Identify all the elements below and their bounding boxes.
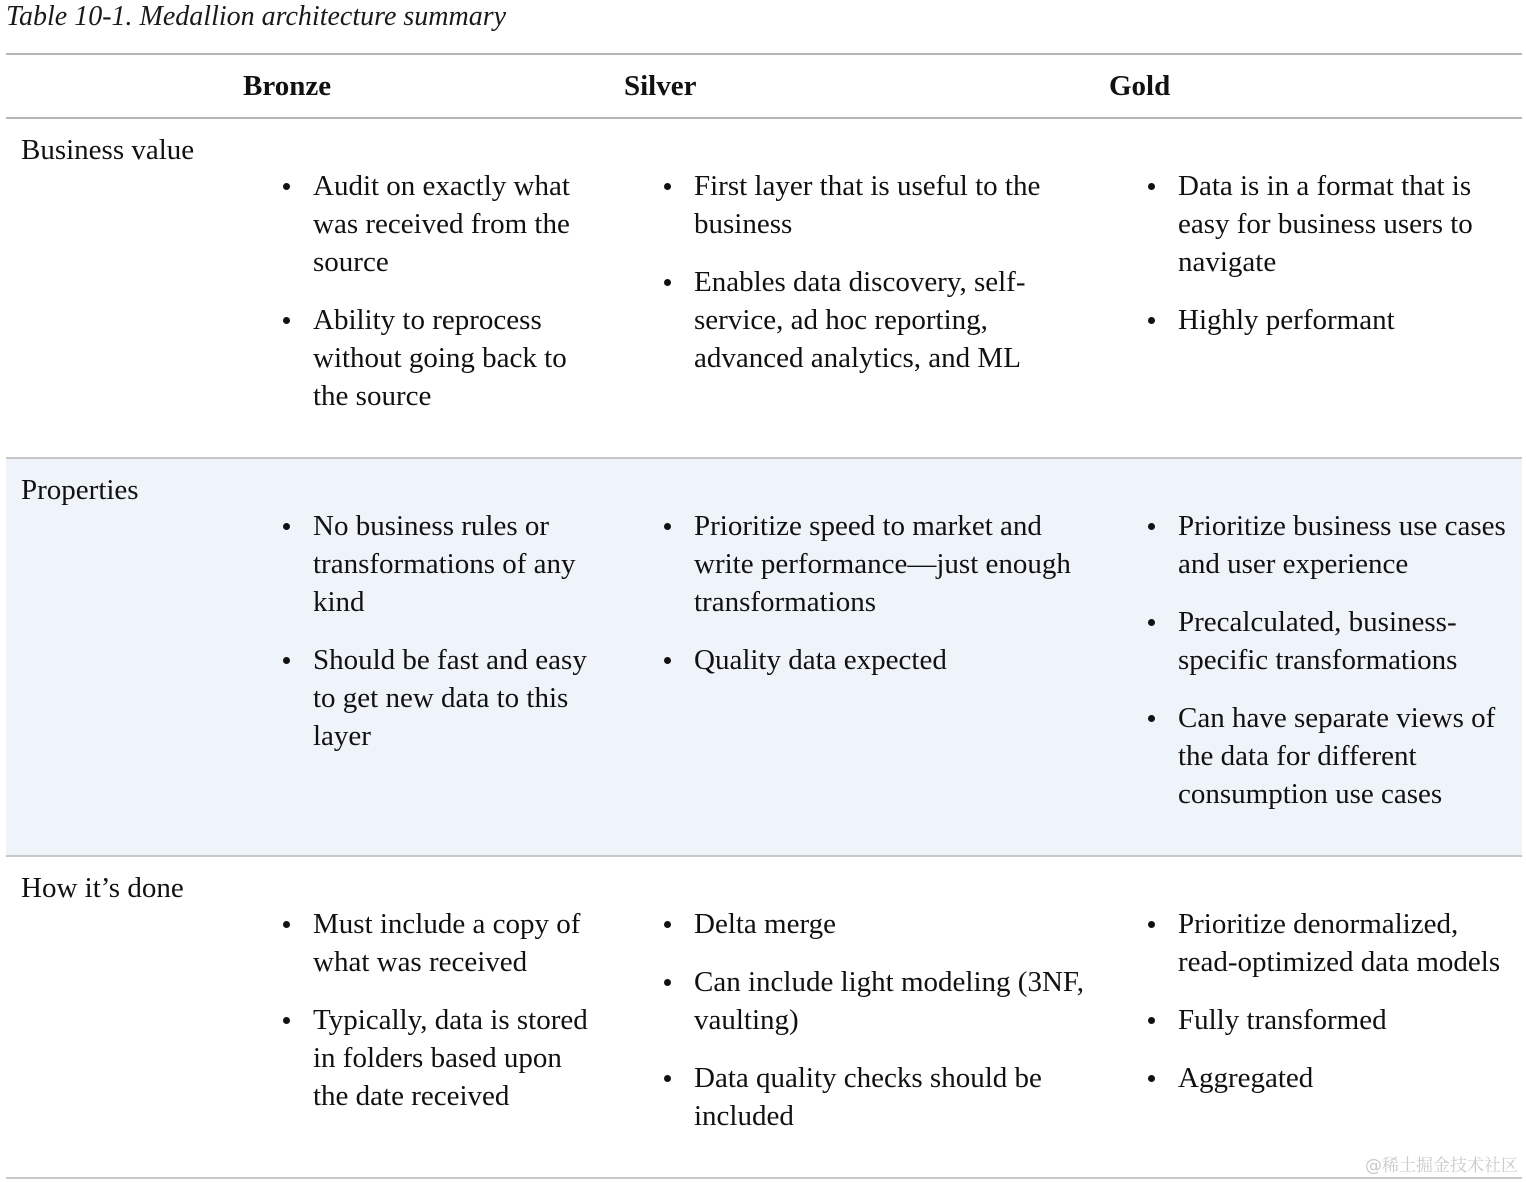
column-header-gold: Gold <box>1109 70 1171 102</box>
list-item: Typically, data is stored in folders based upon the date received <box>283 1001 603 1115</box>
row-label: Business value <box>21 134 195 166</box>
silver-cell <box>664 905 1084 1155</box>
list-item: Prioritize speed to market and write performance—just enough transformations <box>664 507 1084 621</box>
list-item: Prioritize business use cases and user experience <box>1148 507 1522 583</box>
medallion-table <box>6 53 1522 1179</box>
list-item: Aggregated <box>1148 1059 1522 1097</box>
list-item: No business rules or transformations of any kind <box>283 507 603 621</box>
table-row-business-value <box>6 119 1522 459</box>
row-label: How it’s done <box>21 872 184 904</box>
column-header-silver: Silver <box>624 70 697 102</box>
list-item: Can include light modeling (3NF, vaulting) <box>664 963 1084 1039</box>
bronze-cell <box>283 905 603 1135</box>
list-item: Prioritize denormalized, read-optimized data models <box>1148 905 1522 981</box>
gold-cell <box>1148 905 1522 1117</box>
table-row-how-its-done <box>6 857 1522 1179</box>
table-header-row <box>6 55 1522 119</box>
table-row-properties <box>6 459 1522 857</box>
list-item: Data is in a format that is easy for business users to navigate <box>1148 167 1522 281</box>
bronze-cell <box>283 507 603 775</box>
row-label: Properties <box>21 474 139 506</box>
list-item: Must include a copy of what was received <box>283 905 603 981</box>
list-item: Can have separate views of the data for different consumption use cases <box>1148 699 1522 813</box>
list-item: Highly performant <box>1148 301 1522 339</box>
silver-cell <box>664 167 1084 397</box>
list-item: Ability to reprocess without going back to the source <box>283 301 603 415</box>
list-item: First layer that is useful to the business <box>664 167 1084 243</box>
list-item: Data quality checks should be included <box>664 1059 1084 1135</box>
list-item: Enables data discovery, self-service, ad hoc reporting, advanced analytics, and ML <box>664 263 1084 377</box>
column-header-bronze: Bronze <box>243 70 332 102</box>
list-item: Delta merge <box>664 905 1084 943</box>
watermark: @稀土掘金技术社区 <box>1365 1156 1518 1176</box>
list-item: Quality data expected <box>664 641 1084 679</box>
gold-cell <box>1148 507 1522 833</box>
list-item: Precalculated, business-specific transformations <box>1148 603 1522 679</box>
bronze-cell <box>283 167 603 435</box>
list-item: Fully transformed <box>1148 1001 1522 1039</box>
list-item: Audit on exactly what was received from the source <box>283 167 603 281</box>
silver-cell <box>664 507 1084 699</box>
list-item: Should be fast and easy to get new data to this layer <box>283 641 603 755</box>
table-caption: Table 10-1. Medallion architecture summary <box>6 1 507 32</box>
gold-cell <box>1148 167 1522 359</box>
